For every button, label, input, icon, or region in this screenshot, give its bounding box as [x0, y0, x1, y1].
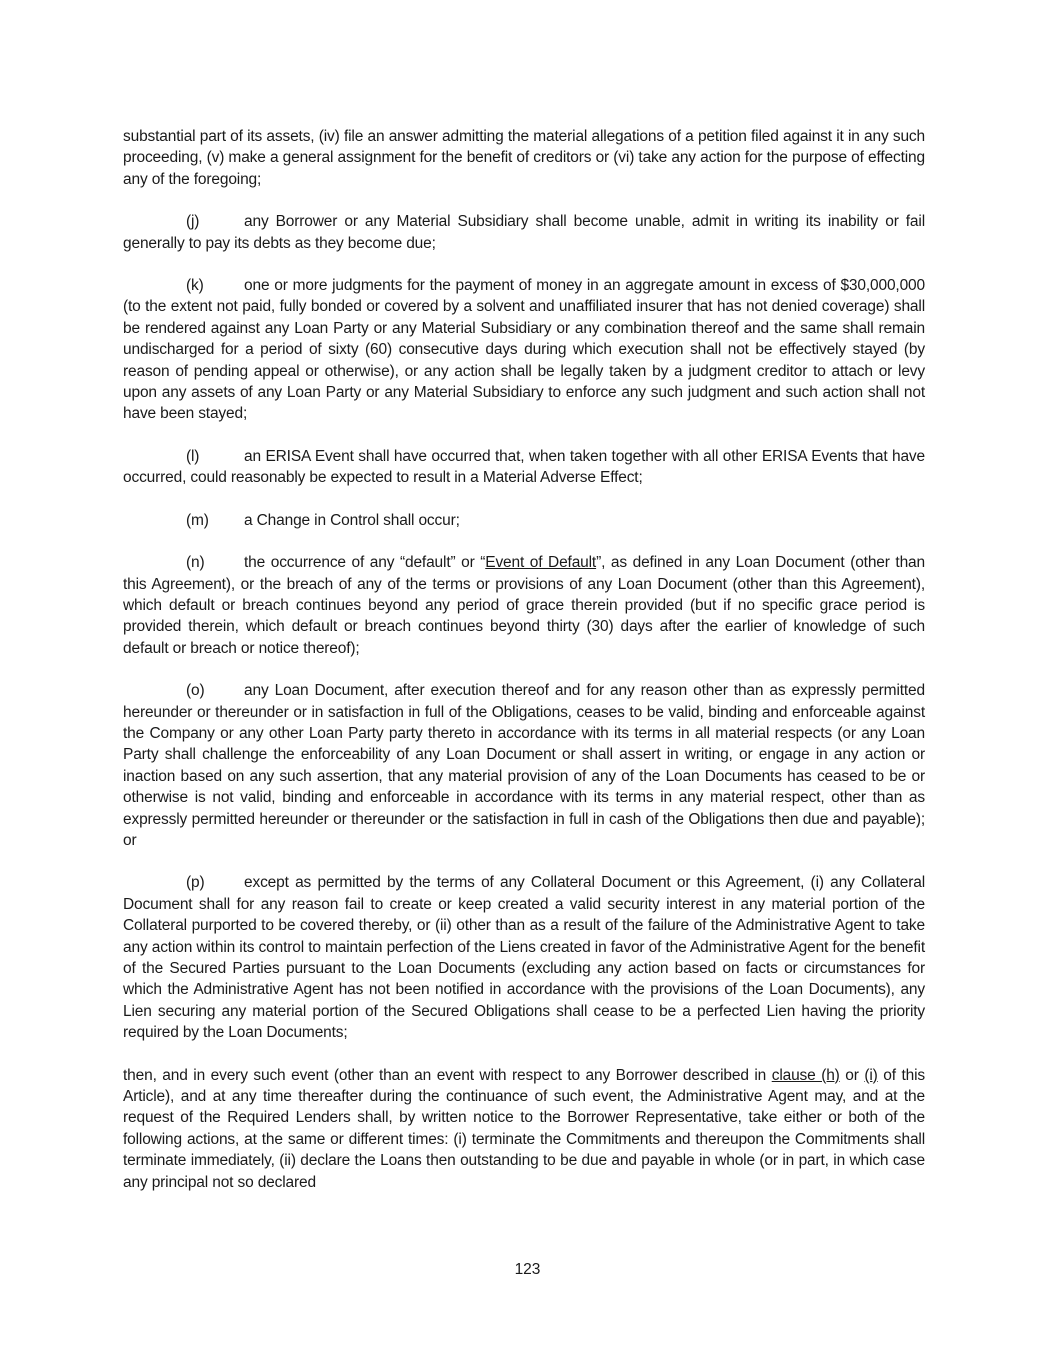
- clause-text-after: ”, as defined in any Loan Document (other than this Agreement), or the breach of any of the terms or provisions of any Loan Document (other than this Agreement), which default or breach continues beyond any period of grace therein provided (but if no specific grace period is provided therein, which default or breach continues beyond thirty (30) days after the earlier of knowledge of such default or breach or notice thereof);: [123, 554, 925, 657]
- closing-text-1: then, and in every such event (other than an event with respect to any Borrower described in: [123, 1066, 772, 1084]
- clause-label: (p): [186, 874, 205, 892]
- clause-text: any Borrower or any Material Subsidiary shall become unable, admit in writing its inability or fail generally to pay its debts as they become due;: [123, 213, 925, 252]
- closing-paragraph: [123, 1065, 925, 1193]
- page-number: 123: [514, 1261, 541, 1278]
- clause-label: (l): [186, 447, 200, 465]
- clause-label: (n): [186, 554, 205, 572]
- clause-text: except as permitted by the terms of any Collateral Document or this Agreement, (i) any Collateral Document shall for any reason fail to create or keep created a valid security interest in any material portion of the Collateral purported to be covered thereby, or (ii) other than as a result of the failure of the Administrative Agent to take any action within its control to maintain perfection of the Liens created in favor of the Administrative Agent for the benefit of the Secured Parties pursuant to the Loan Documents (excluding any action based on facts or circumstances for which the Administrative Agent has not been notified in accordance with the provisions of the Loan Documents), any Lien securing any material portion of the Secured Obligations shall cease to be a perfected Lien having the priority required by the Loan Documents;: [123, 874, 925, 1042]
- clause-p: [123, 872, 925, 1043]
- intro-paragraph: substantial part of its assets, (iv) file an answer admitting the material allegations of a petition filed against it in any such proceeding, (v) make a general assignment for the benefit of creditors or (vi) take any action for the purpose of effecting any of the foregoing;: [123, 128, 925, 188]
- clause-text-before: the occurrence of any “default” or “: [244, 554, 486, 572]
- clause-label: (o): [186, 682, 205, 700]
- clause-label: (k): [186, 277, 204, 295]
- document-page: [123, 126, 925, 1214]
- clause-h-reference: clause (h): [771, 1066, 840, 1084]
- clause-text: an ERISA Event shall have occurred that, when taken together with all other ERISA Events that have occurred, could reasonably be expected to result in a Material Adverse Effect;: [123, 447, 925, 487]
- clause-i-reference: (i): [864, 1066, 878, 1084]
- clause-label: (j): [186, 213, 200, 231]
- clause-label: (m): [186, 511, 209, 529]
- clause-o: [123, 680, 925, 851]
- clause-j: [123, 211, 925, 254]
- clause-text: a Change in Control shall occur;: [244, 511, 460, 529]
- defined-term-event-of-default: Event of Default: [485, 554, 597, 572]
- closing-text-3: of this Article), and at any time thereafter during the continuance of such event, the Administrative Agent may, and at the request of the Required Lenders shall, by written notice to the Borrower Representative, take either or both of the following actions, at the same or different times: (i) terminate the Commitments and thereupon the Commitments shall terminate immediately, (ii) declare the Loans then outstanding to be due and payable in whole (or in part, in which case any principal not so declared: [123, 1066, 925, 1191]
- clause-m: [123, 510, 925, 531]
- clause-n: [123, 552, 925, 659]
- clause-k: [123, 275, 925, 425]
- clause-text: any Loan Document, after execution thereof and for any reason other than as expressly permitted hereunder or thereunder or in satisfaction in full of the Obligations, ceases to be valid, binding and enforceable against the Company or any other Loan Party party thereto in accordance with its terms in all material respects (or any Loan Party shall challenge the enforceability of any Loan Document or shall assert in writing, or engage in any action or inaction based on any such assertion, that any material provision of any of the Loan Documents has ceased to be or otherwise is not valid, binding and enforceable in accordance with its terms in any material respect, other than as expressly permitted hereunder or thereunder or the satisfaction in full in cash of the Obligations then due and payable); or: [123, 682, 925, 849]
- closing-text-2: or: [839, 1066, 865, 1084]
- clause-text: one or more judgments for the payment of money in an aggregate amount in excess of $30,000,000 (to the extent not paid, fully bonded or covered by a solvent and unaffiliated insurer that has not denied coverage) shall be rendered against any Loan Party or any Material Subsidiary or any combination thereof and the same shall remain undischarged for a period of sixty (60) consecutive days during which execution shall not be effectively stayed (by reason of pending appeal or otherwise), or any action shall be legally taken by a judgment creditor to attach or levy upon any assets of any Loan Party or any Material Subsidiary to enforce any such judgment and such action shall not have been stayed;: [123, 277, 925, 423]
- clause-l: [123, 446, 925, 489]
